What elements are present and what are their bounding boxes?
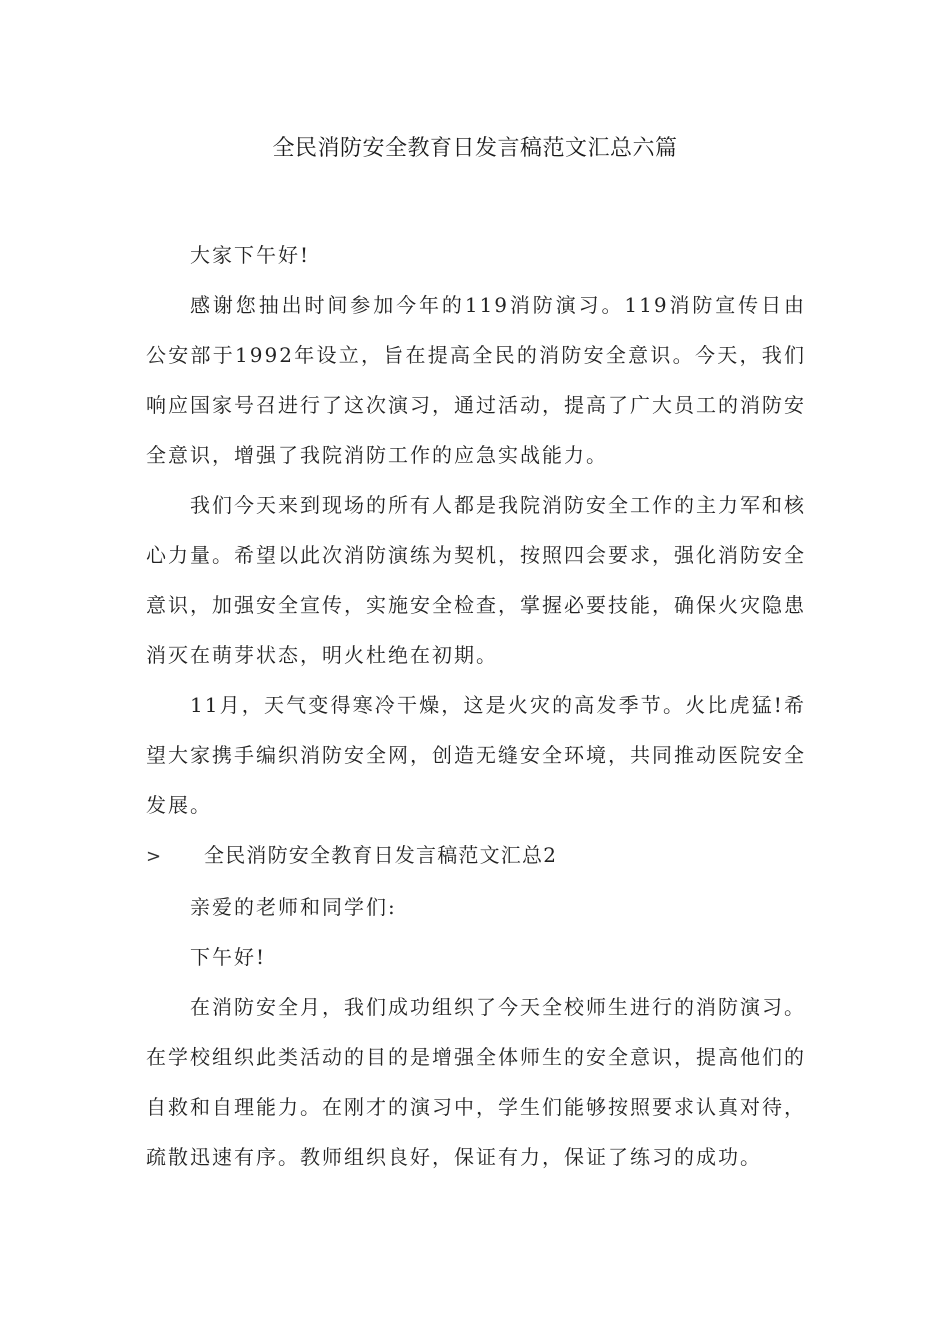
chevron-right-icon: > <box>146 846 164 867</box>
paragraph-drill-intro: 感谢您抽出时间参加今年的119消防演习。119消防宣传日由公安部于1992年设立，旨在提高全民的消防安全意识。今天，我们响应国家号召进行了这次演习，通过活动，提高了广大员工的消防安全意识，增强了我院消防工作的应急实战能力。 <box>146 293 806 467</box>
paragraph-school-drill: 在消防安全月，我们成功组织了今天全校师生进行的消防演习。在学校组织此类活动的目的是增强全体师生的安全意识，提高他们的自救和自理能力。在刚才的演习中，学生们能够按照要求认真对待，疏散迅速有序。教师组织良好，保证有力，保证了练习的成功。 <box>146 995 806 1169</box>
paragraph-main-force: 我们今天来到现场的所有人都是我院消防安全工作的主力军和核心力量。希望以此次消防演练为契机，按照四会要求，强化消防安全意识，加强安全宣传，实施安全检查，掌握必要技能，确保火灾隐患消灭在萌芽状态，明火杜绝在初期。 <box>146 493 806 667</box>
document-body <box>146 230 806 1182</box>
section-heading-2 <box>146 830 806 882</box>
paragraph-salutation: 亲爱的老师和同学们: <box>190 895 397 919</box>
section-heading-text: 全民消防安全教育日发言稿范文汇总2 <box>204 843 558 867</box>
paragraph-november: 11月，天气变得寒冷干燥，这是火灾的高发季节。火比虎猛!希望大家携手编织消防安全网，创造无缝安全环境，共同推动医院安全发展。 <box>146 693 806 817</box>
document-title: 全民消防安全教育日发言稿范文汇总六篇 <box>272 136 678 161</box>
paragraph-greeting-2: 下午好! <box>190 945 267 969</box>
paragraph-greeting: 大家下午好! <box>190 243 311 267</box>
